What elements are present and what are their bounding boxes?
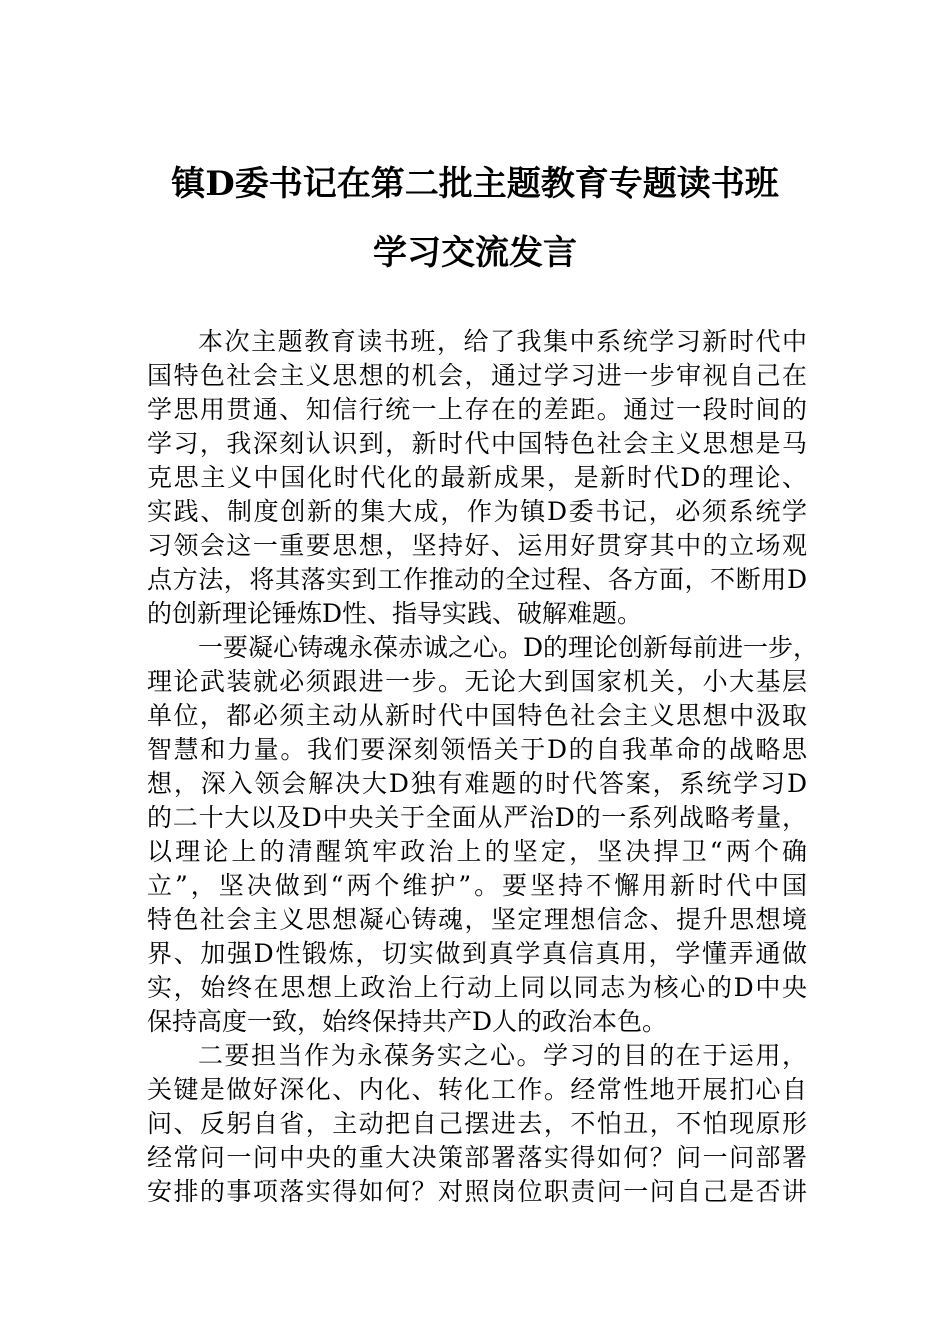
- body-line: 以理论上的清醒筑牢政治上的坚定，坚决捍卫“两个确: [147, 837, 807, 866]
- body-line: 点方法，将其落实到工作推动的全过程、各方面，不断用D: [147, 565, 807, 594]
- body-line: 克思主义中国化时代化的最新成果，是新时代D的理论、: [147, 463, 807, 492]
- body-line: 理论武装就必须跟进一步。无论大到国家机关，小大基层: [147, 667, 807, 696]
- body-line: 学思用贯通、知信行统一上存在的差距。通过一段时间的: [147, 395, 807, 424]
- body-line: 二要担当作为永葆务实之心。学习的目的在于运用，: [198, 1041, 807, 1070]
- body-line: 学习，我深刻认识到，新时代中国特色社会主义思想是马: [147, 429, 807, 458]
- body-line: 的二十大以及D中央关于全面从严治D的一系列战略考量，: [147, 803, 807, 832]
- body-line: 经常问一问中央的重大决策部署落实得如何？问一问部署: [147, 1143, 807, 1172]
- body-line: 实践、制度创新的集大成，作为镇D委书记，必须系统学: [147, 497, 807, 526]
- body-line: 想，深入领会解决大D独有难题的时代答案，系统学习D: [147, 769, 807, 798]
- body-line: 立”，坚决做到“两个维护”。要坚持不懈用新时代中国: [147, 871, 807, 900]
- body-line: 实，始终在思想上政治上行动上同以同志为核心的D中央: [147, 973, 807, 1002]
- body-line: 特色社会主义思想凝心铸魂，坚定理想信念、提升思想境: [147, 905, 807, 934]
- body-line: 一要凝心铸魂永葆赤诚之心。D的理论创新每前进一步，: [198, 633, 819, 662]
- body-line: 安排的事项落实得如何？对照岗位职责问一问自己是否讲: [147, 1177, 807, 1206]
- document-title-line-1: 镇D委书记在第二批主题教育专题读书班: [171, 164, 779, 204]
- body-line: 界、加强D性锻炼，切实做到真学真信真用，学懂弄通做: [147, 939, 807, 968]
- body-line: 本次主题教育读书班，给了我集中系统学习新时代中: [198, 327, 807, 356]
- body-line: 智慧和力量。我们要深刻领悟关于D的自我革命的战略思: [147, 735, 807, 764]
- body-line: 问、反躬自省，主动把自己摆进去，不怕丑，不怕现原形: [147, 1109, 807, 1138]
- document-title-line-2: 学习交流发言: [373, 233, 577, 273]
- body-line: 关键是做好深化、内化、转化工作。经常性地开展扪心自: [147, 1075, 807, 1104]
- body-line: 保持高度一致，始终保持共产D人的政治本色。: [147, 1007, 668, 1036]
- body-line: 的创新理论锤炼D性、指导实践、破解难题。: [147, 599, 643, 628]
- body-line: 国特色社会主义思想的机会，通过学习进一步审视自己在: [147, 361, 807, 390]
- body-line: 习领会这一重要思想，坚持好、运用好贯穿其中的立场观: [147, 531, 807, 560]
- body-line: 单位，都必须主动从新时代中国特色社会主义思想中汲取: [147, 701, 807, 730]
